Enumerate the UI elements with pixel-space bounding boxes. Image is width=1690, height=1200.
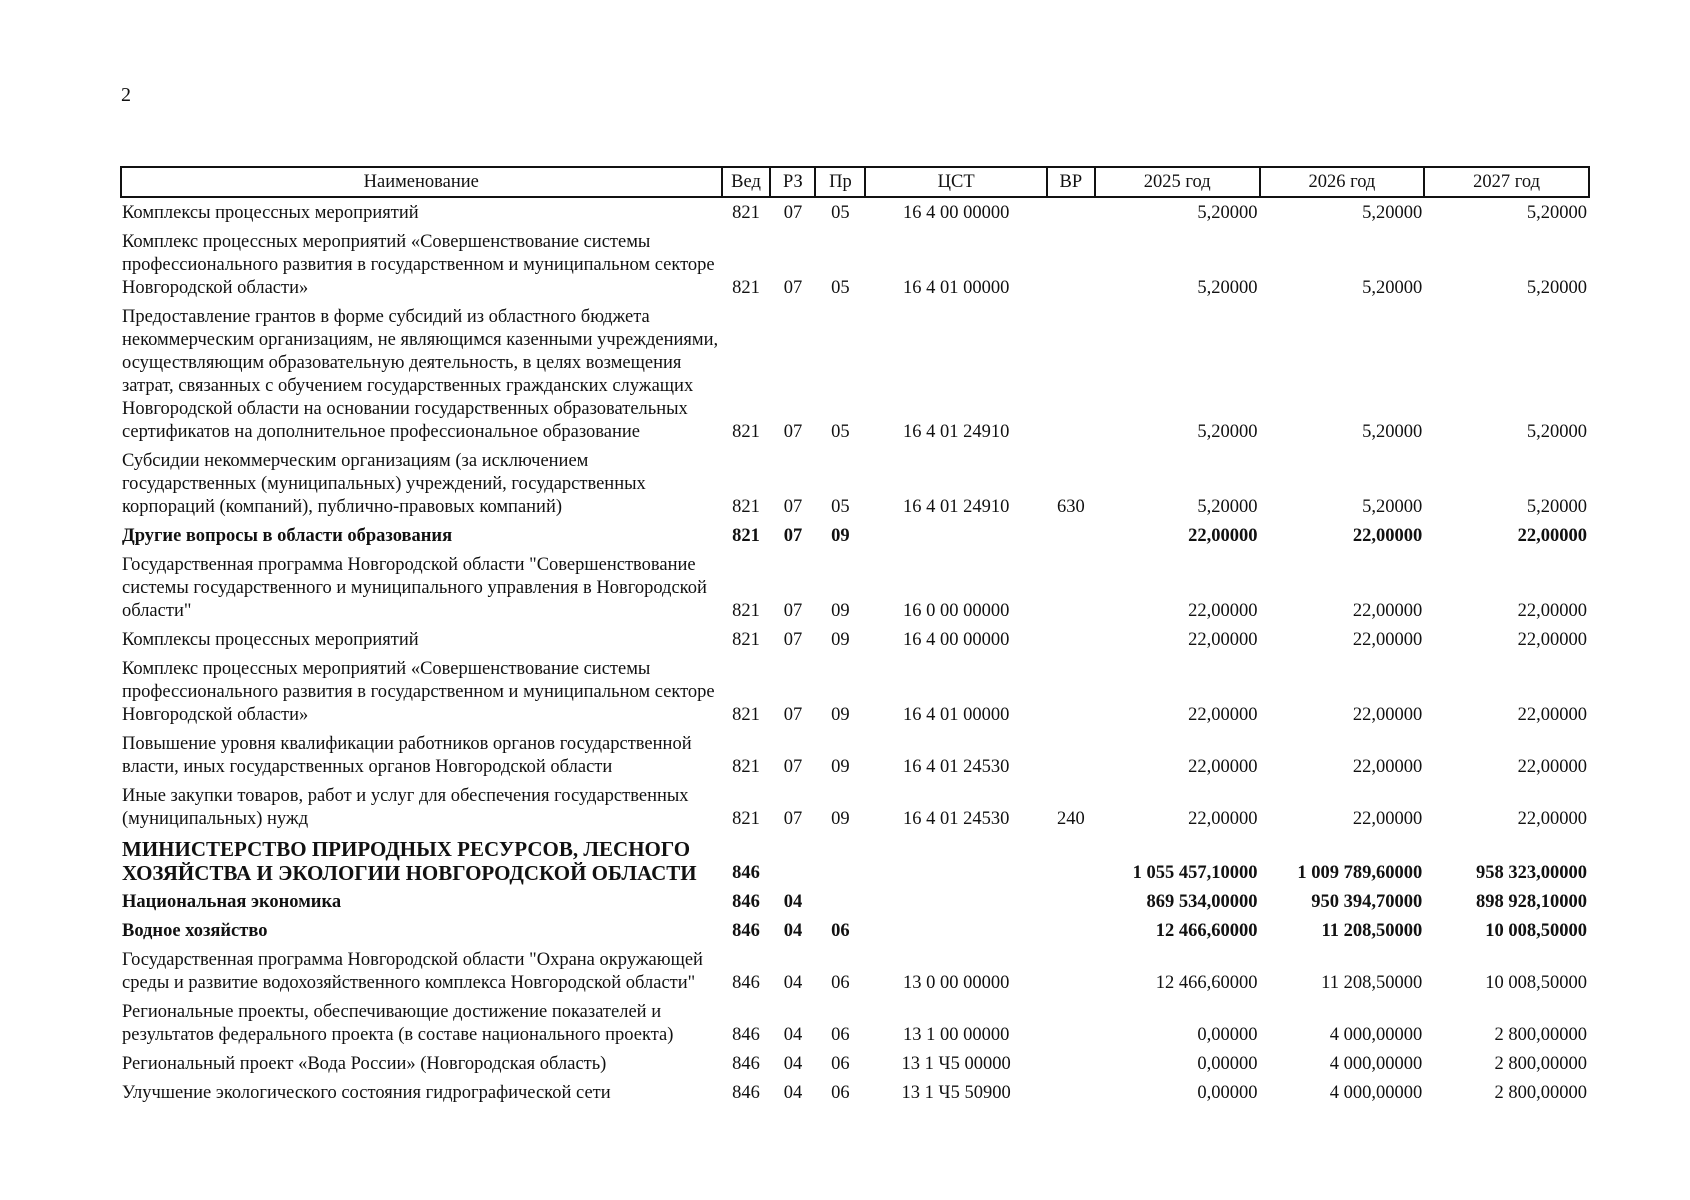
table-row xyxy=(121,197,1589,227)
cell-pr: 09 xyxy=(831,809,850,829)
cell-vr xyxy=(1047,550,1095,625)
cell-2027: 10 008,50000 xyxy=(1485,973,1587,993)
cell-name: Субсидии некоммерческим организациям (за исключением государственных (муниципальных) учреждений, государственных корпораций (компаний), публично-правовых компаний) xyxy=(122,451,646,517)
cell-2026: 5,20000 xyxy=(1362,422,1423,442)
cell-rz: 04 xyxy=(783,973,803,993)
cell-ved: 821 xyxy=(732,757,760,777)
cell-pr: 09 xyxy=(831,705,850,725)
table-row xyxy=(121,302,1589,446)
cell-2025: 5,20000 xyxy=(1197,203,1258,223)
cell-name: Водное хозяйство xyxy=(122,921,268,941)
cell-2027: 5,20000 xyxy=(1526,203,1587,223)
cell-2027: 10 008,50000 xyxy=(1485,921,1587,941)
table-row xyxy=(121,625,1589,654)
cell-cst: 13 0 00 00000 xyxy=(902,973,1010,993)
cell-2027: 2 800,00000 xyxy=(1494,1025,1587,1045)
cell-rz: 07 xyxy=(783,422,803,442)
cell-cst: 13 1 Ч5 50900 xyxy=(901,1083,1011,1103)
cell-cst xyxy=(865,833,1047,887)
cell-ved: 821 xyxy=(732,705,760,725)
cell-cst: 16 4 00 00000 xyxy=(902,630,1010,650)
cell-2027: 898 928,10000 xyxy=(1476,892,1587,912)
cell-ved: 846 xyxy=(732,1083,760,1103)
cell-pr: 05 xyxy=(831,278,850,298)
cell-ved: 846 xyxy=(732,1054,760,1074)
cell-2027: 5,20000 xyxy=(1526,278,1587,298)
cell-vr xyxy=(1047,654,1095,729)
header-pr: Пр xyxy=(815,167,865,197)
cell-name: Предоставление грантов в форме субсидий из областного бюджета некоммерческим организациям, не являющимся казенными учреждениями, осуществляющим образовательную деятельность, в целях возмещения затрат, связанных с обучением государственных гражданских служащих Новгородской области на основании государственных образовательных сертификатов на дополнительное профессиональное образование xyxy=(122,307,719,442)
cell-2027: 5,20000 xyxy=(1526,422,1587,442)
cell-2026: 22,00000 xyxy=(1352,630,1423,650)
header-2025: 2025 год xyxy=(1095,167,1260,197)
table-body xyxy=(121,197,1589,1107)
cell-cst: 16 0 00 00000 xyxy=(902,601,1010,621)
cell-pr: 09 xyxy=(831,757,850,777)
cell-rz: 07 xyxy=(783,278,803,298)
cell-name: Улучшение экологического состояния гидрографической сети xyxy=(122,1083,611,1103)
cell-name: Иные закупки товаров, работ и услуг для обеспечения государственных (муниципальных) нужд xyxy=(122,786,689,829)
cell-2026: 22,00000 xyxy=(1352,757,1423,777)
cell-ved: 821 xyxy=(732,422,760,442)
header-cst: ЦСТ xyxy=(865,167,1047,197)
cell-2026: 950 394,70000 xyxy=(1311,892,1423,912)
cell-pr: 09 xyxy=(831,601,850,621)
cell-ved: 821 xyxy=(732,630,760,650)
table-row xyxy=(121,550,1589,625)
cell-rz: 07 xyxy=(783,526,803,546)
cell-name: Комплексы процессных мероприятий xyxy=(122,203,419,223)
table-row xyxy=(121,781,1589,833)
table-row xyxy=(121,446,1589,521)
cell-ved: 846 xyxy=(732,1025,760,1045)
cell-2025: 22,00000 xyxy=(1188,757,1258,777)
cell-2026: 5,20000 xyxy=(1362,203,1423,223)
cell-name: Комплексы процессных мероприятий xyxy=(122,630,419,650)
cell-vr xyxy=(1047,521,1095,550)
cell-2027: 958 323,00000 xyxy=(1476,863,1587,883)
cell-cst: 16 4 01 24530 xyxy=(902,809,1010,829)
cell-ved: 846 xyxy=(732,973,760,993)
cell-pr: 09 xyxy=(831,630,850,650)
cell-name: МИНИСТЕРСТВО ПРИРОДНЫХ РЕСУРСОВ, ЛЕСНОГО ХОЗЯЙСТВА И ЭКОЛОГИИ НОВГОРОДСКОЙ ОБЛАСТИ xyxy=(122,837,697,885)
cell-rz: 04 xyxy=(783,1025,803,1045)
cell-2026: 4 000,00000 xyxy=(1329,1054,1423,1074)
cell-2027: 5,20000 xyxy=(1526,497,1587,517)
cell-2025: 0,00000 xyxy=(1197,1025,1258,1045)
cell-ved: 821 xyxy=(732,497,760,517)
cell-pr: 05 xyxy=(831,203,850,223)
cell-ved: 821 xyxy=(732,526,760,546)
cell-2027: 22,00000 xyxy=(1517,809,1587,829)
cell-vr: 240 xyxy=(1056,809,1085,829)
cell-rz: 07 xyxy=(783,705,803,725)
cell-pr: 09 xyxy=(831,526,850,546)
cell-name: Государственная программа Новгородской области "Охрана окружающей среды и развитие водохозяйственного комплекса Новгородской области" xyxy=(122,950,703,993)
cell-pr: 05 xyxy=(831,497,850,517)
table-row xyxy=(121,887,1589,916)
cell-rz xyxy=(770,833,815,887)
cell-2027: 22,00000 xyxy=(1517,526,1587,546)
cell-name: Комплекс процессных мероприятий «Совершенствование системы профессионального развития в государственном и муниципальном секторе Новгородской области» xyxy=(122,232,715,298)
cell-name: Другие вопросы в области образования xyxy=(122,526,453,546)
cell-2025: 5,20000 xyxy=(1197,422,1258,442)
table-header xyxy=(121,167,1589,197)
cell-2027: 22,00000 xyxy=(1517,601,1587,621)
cell-vr xyxy=(1047,945,1095,997)
cell-rz: 04 xyxy=(783,1083,803,1103)
cell-vr xyxy=(1047,887,1095,916)
cell-cst: 16 4 01 24910 xyxy=(902,497,1010,517)
cell-2027: 22,00000 xyxy=(1517,757,1587,777)
cell-rz: 04 xyxy=(783,921,803,941)
cell-2026: 11 208,50000 xyxy=(1321,921,1423,941)
cell-2027: 22,00000 xyxy=(1517,705,1587,725)
cell-2025: 12 466,60000 xyxy=(1155,921,1258,941)
cell-2025: 0,00000 xyxy=(1197,1083,1258,1103)
cell-2027: 2 800,00000 xyxy=(1494,1083,1587,1103)
header-2026: 2026 год xyxy=(1260,167,1425,197)
cell-2026: 11 208,50000 xyxy=(1321,973,1423,993)
cell-vr xyxy=(1047,197,1095,227)
table-row xyxy=(121,1078,1589,1107)
budget-table xyxy=(120,166,1590,1107)
cell-rz: 07 xyxy=(783,630,803,650)
cell-rz: 07 xyxy=(783,757,803,777)
cell-ved: 821 xyxy=(732,278,760,298)
cell-vr xyxy=(1047,625,1095,654)
cell-rz: 07 xyxy=(783,809,803,829)
cell-vr xyxy=(1047,302,1095,446)
cell-vr xyxy=(1047,1078,1095,1107)
cell-2025: 22,00000 xyxy=(1188,809,1258,829)
cell-vr xyxy=(1047,916,1095,945)
cell-vr xyxy=(1047,1049,1095,1078)
header-ved: Вед xyxy=(722,167,771,197)
cell-2025: 22,00000 xyxy=(1188,630,1258,650)
cell-cst: 13 1 00 00000 xyxy=(902,1025,1010,1045)
cell-vr: 630 xyxy=(1056,497,1085,517)
cell-2025: 22,00000 xyxy=(1188,705,1258,725)
cell-cst xyxy=(865,916,1047,945)
cell-name: Комплекс процессных мероприятий «Совершенствование системы профессионального развития в государственном и муниципальном секторе Новгородской области» xyxy=(122,659,715,725)
table-row xyxy=(121,521,1589,550)
cell-vr xyxy=(1047,729,1095,781)
cell-2026: 5,20000 xyxy=(1362,278,1423,298)
cell-vr xyxy=(1047,227,1095,302)
cell-cst xyxy=(865,521,1047,550)
table-row xyxy=(121,729,1589,781)
cell-cst: 16 4 01 24530 xyxy=(902,757,1010,777)
table-row xyxy=(121,916,1589,945)
cell-name: Региональные проекты, обеспечивающие достижение показателей и результатов федерального проекта (в составе национального проекта) xyxy=(122,1002,674,1045)
cell-rz: 07 xyxy=(783,203,803,223)
cell-cst: 13 1 Ч5 00000 xyxy=(901,1054,1011,1074)
cell-2027: 2 800,00000 xyxy=(1494,1054,1587,1074)
cell-vr xyxy=(1047,833,1095,887)
cell-cst: 16 4 01 24910 xyxy=(902,422,1010,442)
cell-2026: 22,00000 xyxy=(1352,705,1423,725)
cell-2025: 22,00000 xyxy=(1188,601,1258,621)
cell-2026: 22,00000 xyxy=(1352,809,1423,829)
cell-2025: 0,00000 xyxy=(1197,1054,1258,1074)
cell-pr: 05 xyxy=(831,422,850,442)
cell-2025: 5,20000 xyxy=(1197,497,1258,517)
cell-2026: 22,00000 xyxy=(1352,526,1423,546)
cell-2025: 22,00000 xyxy=(1188,526,1258,546)
cell-rz: 07 xyxy=(783,601,803,621)
cell-ved: 821 xyxy=(732,601,760,621)
cell-pr: 06 xyxy=(831,1025,850,1045)
cell-2027: 22,00000 xyxy=(1517,630,1587,650)
cell-2025: 5,20000 xyxy=(1197,278,1258,298)
cell-pr: 06 xyxy=(831,973,850,993)
cell-cst xyxy=(865,887,1047,916)
cell-2025: 1 055 457,10000 xyxy=(1132,863,1258,883)
cell-pr xyxy=(815,833,865,887)
cell-ved: 821 xyxy=(732,203,760,223)
header-2027: 2027 год xyxy=(1424,167,1589,197)
cell-pr: 06 xyxy=(831,1083,850,1103)
cell-2025: 869 534,00000 xyxy=(1146,892,1258,912)
cell-cst: 16 4 00 00000 xyxy=(902,203,1010,223)
header-name: Наименование xyxy=(121,167,722,197)
cell-vr xyxy=(1047,997,1095,1049)
cell-ved: 846 xyxy=(732,921,760,941)
cell-2026: 5,20000 xyxy=(1362,497,1423,517)
table-row xyxy=(121,654,1589,729)
header-vr: ВР xyxy=(1047,167,1095,197)
cell-ved: 821 xyxy=(732,809,760,829)
header-rz: РЗ xyxy=(770,167,815,197)
cell-pr: 06 xyxy=(831,921,850,941)
cell-2025: 12 466,60000 xyxy=(1155,973,1258,993)
table-row xyxy=(121,1049,1589,1078)
cell-2026: 22,00000 xyxy=(1352,601,1423,621)
cell-name: Национальная экономика xyxy=(122,892,342,912)
table-row xyxy=(121,227,1589,302)
page-number: 2 xyxy=(121,84,131,106)
cell-2026: 1 009 789,60000 xyxy=(1297,863,1423,883)
cell-ved: 846 xyxy=(732,892,760,912)
table-row xyxy=(121,945,1589,997)
cell-cst: 16 4 01 00000 xyxy=(902,278,1010,298)
cell-2026: 4 000,00000 xyxy=(1329,1083,1423,1103)
cell-name: Региональный проект «Вода России» (Новгородская область) xyxy=(122,1054,607,1074)
cell-rz: 04 xyxy=(783,1054,803,1074)
cell-pr: 06 xyxy=(831,1054,850,1074)
cell-cst: 16 4 01 00000 xyxy=(902,705,1010,725)
cell-rz: 07 xyxy=(783,497,803,517)
cell-2026: 4 000,00000 xyxy=(1329,1025,1423,1045)
cell-ved: 846 xyxy=(732,863,760,883)
cell-rz: 04 xyxy=(783,892,803,912)
table-row xyxy=(121,833,1589,887)
cell-name: Государственная программа Новгородской области "Совершенствование системы государственного и муниципального управления в Новгородской области" xyxy=(122,555,707,621)
cell-name: Повышение уровня квалификации работников органов государственной власти, иных государственных органов Новгородской области xyxy=(122,734,692,777)
cell-pr xyxy=(815,887,865,916)
table-row xyxy=(121,997,1589,1049)
